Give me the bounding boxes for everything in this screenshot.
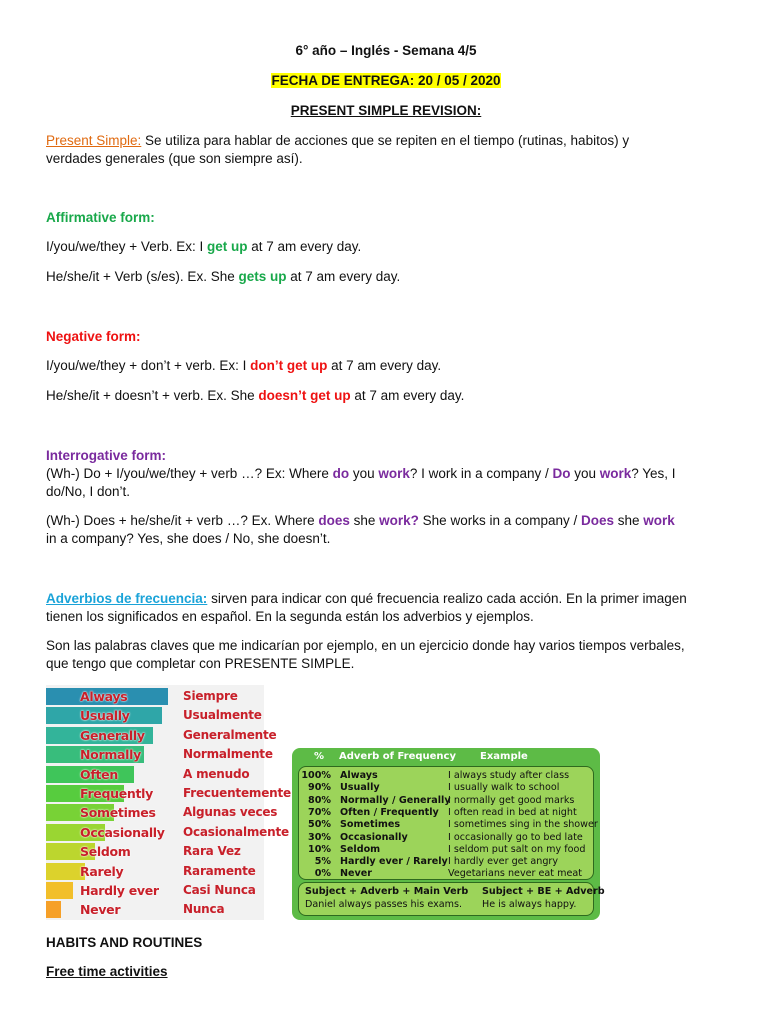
verb-highlight: don’t get up bbox=[250, 358, 328, 373]
row-pct: 100% bbox=[301, 770, 331, 781]
adverb-level-bar bbox=[46, 882, 73, 899]
rule-2: Subject + BE + Adverb bbox=[482, 886, 605, 897]
present-simple-term: Present Simple: bbox=[46, 133, 142, 148]
adverb-spanish: Ocasionalmente bbox=[183, 824, 289, 839]
adverb-english: Never bbox=[80, 902, 121, 918]
aux-highlight: does bbox=[318, 513, 350, 528]
verb-highlight: doesn’t get up bbox=[258, 388, 351, 403]
interrogative-heading: Interrogative form: bbox=[46, 448, 167, 463]
row-adverb: Never bbox=[340, 868, 373, 880]
interrogative-line-1 bbox=[46, 465, 726, 483]
row-example: I normally get good marks bbox=[448, 794, 575, 806]
table-row bbox=[299, 844, 593, 856]
adverb-row bbox=[46, 726, 277, 746]
frequency-table-image bbox=[292, 748, 605, 920]
text: I/you/we/they + don’t + verb. Ex: I bbox=[46, 358, 251, 373]
row-pct: 90% bbox=[308, 782, 331, 794]
adverb-spanish: Siempre bbox=[183, 689, 238, 703]
adverb-english: Frequently bbox=[80, 786, 154, 801]
row-example: I always study after class bbox=[448, 770, 570, 781]
adverb-row bbox=[46, 823, 289, 843]
row-pct: 80% bbox=[308, 794, 331, 806]
verb-highlight: work bbox=[599, 466, 632, 481]
text: she bbox=[614, 513, 644, 528]
affirmative-heading: Affirmative form: bbox=[46, 210, 155, 225]
table-header bbox=[292, 750, 600, 764]
text: She works in a company / bbox=[418, 513, 581, 528]
text: you bbox=[570, 466, 600, 481]
row-pct: 0% bbox=[314, 868, 331, 880]
table-row bbox=[299, 807, 593, 819]
table-row bbox=[299, 856, 593, 868]
row-example: I hardly ever get angry bbox=[448, 856, 559, 868]
row-adverb: Usually bbox=[340, 782, 380, 794]
adverb-row bbox=[46, 765, 264, 785]
table-footer bbox=[298, 882, 605, 916]
text: you bbox=[349, 466, 379, 481]
text: He/she/it + Verb (s/es). Ex. She bbox=[46, 269, 239, 284]
adverb-row bbox=[46, 687, 264, 707]
adverb-spanish: Algunas veces bbox=[183, 805, 278, 820]
aux-highlight: Do bbox=[552, 466, 571, 481]
negative-heading: Negative form: bbox=[46, 329, 141, 344]
adverbs-para2-line-1: Son las palabras claves que me indicarían por ejemplo, en un ejercicio donde hay varios tiempos verbales, bbox=[46, 638, 685, 653]
text: (Wh-) Do + I/you/we/they + verb …? Ex: Where bbox=[46, 466, 333, 481]
adverb-english: Sometimes bbox=[80, 805, 156, 821]
header-adverb: Adverb of Frequency bbox=[339, 751, 457, 762]
verb-highlight: get up bbox=[206, 239, 248, 254]
negative-line-2 bbox=[46, 387, 726, 405]
free-time-text: Free time activities bbox=[46, 964, 168, 979]
row-pct: 70% bbox=[308, 806, 331, 818]
adverb-spanish: Generalmente bbox=[183, 727, 277, 742]
table-row bbox=[299, 770, 593, 782]
text: I/you/we/they + Verb. Ex: I bbox=[46, 239, 207, 254]
adverbs-para2-line-2: que tengo que completar con PRESENTE SIMPLE. bbox=[46, 656, 355, 671]
free-time-heading bbox=[46, 963, 726, 981]
row-adverb: Seldom bbox=[340, 843, 381, 855]
adverb-english: Often bbox=[80, 766, 118, 782]
adverb-row bbox=[46, 784, 291, 804]
text: at 7 am every day. bbox=[286, 269, 401, 284]
adverb-row bbox=[46, 803, 278, 823]
adverb-row bbox=[46, 842, 264, 862]
verb-highlight: work bbox=[378, 466, 410, 481]
interrogative-line-2: do/No, I don’t. bbox=[46, 484, 131, 499]
interrogative-line-3 bbox=[46, 512, 726, 530]
row-adverb: Normally / Generally bbox=[340, 794, 451, 806]
row-example: I usually walk to school bbox=[448, 782, 560, 794]
interrogative-line-4: in a company? Yes, she does / No, she doesn’t. bbox=[46, 531, 331, 546]
adverb-english: Seldom bbox=[80, 844, 131, 860]
page-title: 6° año – Inglés - Semana 4/5 bbox=[295, 43, 477, 58]
intro-text: Se utiliza para hablar de acciones que se repiten en el tiempo (rutinas, habitos) y bbox=[141, 133, 630, 148]
verb-highlight: gets up bbox=[238, 269, 287, 284]
row-adverb: Often / Frequently bbox=[340, 806, 439, 818]
adverb-english: Normally bbox=[80, 747, 141, 763]
adverb-spanish: Rara Vez bbox=[183, 844, 241, 859]
adverb-spanish: Casi Nunca bbox=[183, 883, 256, 897]
rule-2-example: He is always happy. bbox=[482, 899, 577, 910]
adverb-english: Hardly ever bbox=[80, 883, 159, 898]
table-row bbox=[299, 795, 593, 807]
row-example: Vegetarians never eat meat bbox=[448, 868, 583, 880]
table-row bbox=[299, 819, 598, 831]
intro-line-1 bbox=[46, 132, 726, 150]
subtitle-text: PRESENT SIMPLE REVISION: bbox=[290, 103, 482, 118]
section-subtitle bbox=[46, 102, 726, 120]
adverbs-term: Adverbios de frecuencia: bbox=[46, 591, 208, 606]
adverb-english: Usually bbox=[80, 708, 130, 724]
verb-highlight: work? bbox=[379, 513, 419, 528]
header-example: Example bbox=[480, 751, 528, 762]
adverb-row bbox=[46, 706, 264, 726]
text: ? Yes, I bbox=[631, 466, 676, 481]
text: (Wh-) Does + he/she/it + verb …? Ex. Where bbox=[46, 513, 319, 528]
adverb-spanish: Nunca bbox=[183, 902, 225, 917]
row-pct: 30% bbox=[308, 831, 331, 843]
adverb-row bbox=[46, 881, 264, 901]
row-adverb: Always bbox=[340, 770, 378, 781]
row-adverb: Occasionally bbox=[340, 831, 408, 843]
row-pct: 50% bbox=[308, 819, 331, 831]
text: He/she/it + doesn’t + verb. Ex. She bbox=[46, 388, 259, 403]
row-example: I seldom put salt on my food bbox=[448, 843, 586, 855]
adverb-row bbox=[46, 900, 264, 920]
adverb-spanish: Raramente bbox=[183, 863, 256, 878]
row-example: I sometimes sing in the shower bbox=[448, 819, 598, 831]
row-pct: 5% bbox=[314, 856, 331, 868]
text: at 7 am every day. bbox=[247, 239, 362, 254]
table-row bbox=[299, 832, 593, 844]
row-pct: 10% bbox=[308, 843, 331, 855]
habits-heading: HABITS AND ROUTINES bbox=[46, 935, 203, 950]
aux-highlight: Does bbox=[581, 513, 615, 528]
adverbs-line-1 bbox=[46, 590, 726, 608]
adverb-spanish: Usualmente bbox=[183, 708, 262, 723]
verb-highlight: work bbox=[643, 513, 675, 528]
affirmative-line-1 bbox=[46, 238, 726, 256]
aux-highlight: do bbox=[332, 466, 350, 481]
adverb-spanish: Normalmente bbox=[183, 747, 273, 762]
row-example: I often read in bed at night bbox=[448, 806, 577, 818]
rule-1-example: Daniel always passes his exams. bbox=[305, 899, 463, 910]
negative-line-1 bbox=[46, 357, 726, 375]
header-pct: % bbox=[314, 751, 325, 762]
text: at 7 am every day. bbox=[350, 388, 465, 403]
rule-1: Subject + Adverb + Main Verb bbox=[305, 886, 469, 897]
adverb-level-bar bbox=[46, 901, 61, 918]
due-date-line bbox=[46, 72, 726, 90]
adverb-english: Always bbox=[80, 689, 128, 704]
adverb-spanish: Frecuentemente bbox=[183, 786, 291, 800]
row-example: I occasionally go to bed late bbox=[448, 831, 583, 843]
table-row bbox=[299, 868, 593, 880]
table-body bbox=[298, 766, 598, 880]
adverb-english: Generally bbox=[80, 727, 145, 743]
table-row bbox=[299, 782, 593, 794]
adverb-row bbox=[46, 862, 264, 882]
row-adverb: Sometimes bbox=[340, 819, 401, 831]
text: sirven para indicar con qué frecuencia realizo cada acción. En la primer imagen bbox=[207, 591, 687, 606]
row-adverb: Hardly ever / Rarely bbox=[340, 856, 448, 868]
adverb-english: Occasionally bbox=[80, 824, 165, 840]
adverbs-line-2: tienen los significados en español. En la segunda están los adverbios y ejemplos. bbox=[46, 609, 534, 624]
text: at 7 am every day. bbox=[327, 358, 442, 373]
adverb-translation-image bbox=[46, 685, 291, 920]
due-date: FECHA DE ENTREGA: 20 / 05 / 2020 bbox=[271, 73, 501, 88]
adverb-english: Rarely bbox=[80, 863, 124, 879]
affirmative-line-2 bbox=[46, 268, 726, 286]
intro-line-2: verdades generales (que son siempre así). bbox=[46, 151, 303, 166]
text: ? I work in a company / bbox=[409, 466, 553, 481]
adverb-spanish: A menudo bbox=[183, 766, 250, 781]
adverb-row bbox=[46, 745, 273, 765]
text: she bbox=[349, 513, 380, 528]
